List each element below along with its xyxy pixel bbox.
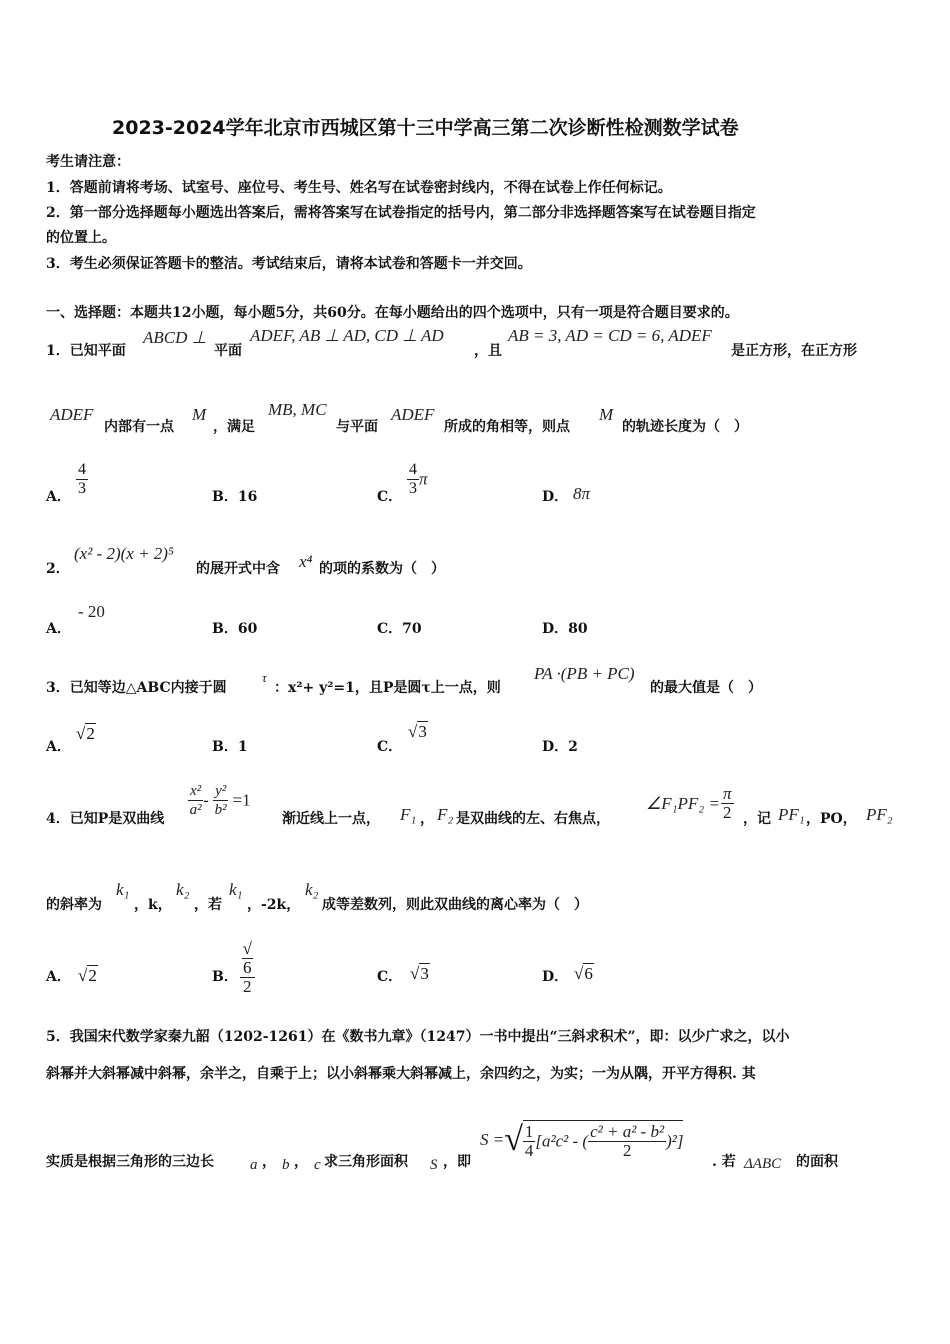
q4-option-a-label: A． [46, 969, 71, 985]
q3-option-a-label: A． [46, 739, 71, 755]
q3-option-a-value: √2 [76, 724, 95, 743]
q4-f2: F₂ [437, 805, 454, 824]
q4-angle-value: $\frac{\pi}{2}$ [723, 784, 732, 822]
q4-text-2: 渐近线上一点， [282, 811, 380, 827]
q1-math-1: ABCD ⊥ [143, 328, 207, 347]
q1-option-d-value: 8π [573, 484, 591, 503]
q4-text-3: ， [420, 811, 434, 827]
q1-math-7: ADEF [391, 405, 435, 424]
q1-text-9: 的轨迹长度为（ ） [622, 419, 748, 435]
q5-formula: S =√ $\frac{1}{4}$ [a²c² - ( $\frac{\text{c² + a² - b²}}{2}$ )²] [480, 1121, 684, 1160]
notice-item-3: 3．考生必须保证答题卡的整洁。考试结束后，请将本试卷和答题卡一并交回。 [46, 256, 532, 272]
page-title: 2023-2024学年北京市西城区第十三中学高三第二次诊断性检测数学试卷 [112, 117, 739, 139]
q4-text-10: ，-2k， [247, 897, 301, 913]
q1-math-8: M [599, 405, 614, 424]
q2-text-1: 的展开式中含 [196, 561, 280, 577]
q5-text-3: ， [294, 1154, 308, 1170]
q1-math-3: AB = 3, AD = CD = 6, ADEF [508, 326, 712, 345]
q4-k2-b: k₂ [305, 880, 319, 899]
q4-option-c-value: √3 [410, 964, 429, 983]
q1-text-6: ，满足 [213, 419, 255, 435]
q4-option-b-label: B． [212, 969, 238, 985]
q3-tau: τ [262, 670, 267, 685]
q4-text-1: 4．已知P是双曲线 [46, 811, 165, 827]
q4-option-a-value: √2 [78, 966, 97, 985]
q5-text-7: 的面积 [796, 1154, 838, 1170]
q4-angle: ∠F₁PF₂ = [646, 794, 720, 813]
q1-option-c-value: $\frac{4}{3}$ π [409, 461, 428, 497]
q1-math-6: MB, MC [268, 400, 327, 419]
q4-text-9: ，若 [194, 897, 222, 913]
q1-option-c-label: C． [377, 489, 403, 505]
q5-text-2: ， [262, 1154, 276, 1170]
notice-heading: 考生请注意： [46, 154, 130, 170]
q2-number: 2． [46, 561, 70, 577]
q4-option-c-label: C． [377, 969, 403, 985]
q2-option-a-value: - 20 [78, 602, 105, 621]
q4-pf2: PF₂ [866, 805, 893, 824]
q4-option-d-value: √6 [574, 964, 593, 983]
q5-side-c: c [314, 1157, 321, 1173]
notice-item-2: 2．第一部分选择题每小题选出答案后，需将答案写在试卷指定的括号内，第二部分非选择题答案写在试卷题目指定 [46, 205, 756, 221]
q5-area-s: S [430, 1157, 438, 1173]
q4-option-d-label: D． [542, 969, 569, 985]
q1-math-5: M [192, 405, 207, 424]
q1-text-7: 与平面 [336, 419, 378, 435]
q5-line-2: 斜幂并大斜幂减中斜幂，余半之，自乘于上；以小斜幂乘大斜幂减上，余四约之，为实；一为从隅，开平方得积. 其 [46, 1066, 756, 1082]
q4-f1: F₁ [400, 805, 417, 824]
q2-term: x⁴ [299, 552, 313, 571]
q3-option-b: B．1 [212, 739, 248, 755]
q1-option-d-label: D． [542, 489, 569, 505]
q3-option-c-value: √3 [408, 722, 427, 741]
q1-math-4: ADEF [50, 405, 94, 424]
q4-text-5: ，记 [743, 811, 771, 827]
q5-text-1: 实质是根据三角形的三边长 [46, 1154, 214, 1170]
q4-hyperbola-equation: $\frac{\text{x²}}{\text{a²}}$ - $\frac{\text{y²}}{\text{b²}}$ =1 [189, 783, 251, 818]
q5-side-a: a [250, 1157, 258, 1173]
q1-option-b: B．16 [212, 489, 258, 505]
q3-text-1: 3．已知等边△ABC内接于圆 [46, 680, 227, 696]
q5-side-b: b [282, 1157, 290, 1173]
q4-text-8: ，k， [134, 897, 172, 913]
q5-text-4: 求三角形面积 [324, 1154, 408, 1170]
q5-text-5: ，即 [443, 1154, 471, 1170]
q2-text-2: 的项的系数为（ ） [319, 561, 445, 577]
q2-option-c: C．70 [377, 621, 422, 637]
q4-text-4: 是双曲线的左、右焦点， [456, 811, 610, 827]
q1-math-2: ADEF, AB ⊥ AD, CD ⊥ AD [250, 326, 444, 345]
q1-text-8: 所成的角相等，则点 [444, 419, 570, 435]
q5-text-6: . 若 [712, 1154, 736, 1170]
q5-line-1: 5．我国宋代数学家秦九韶（1202-1261）在《数书九章》（1247）一书中提出“三斜求积术”，即：以少广求之，以小 [46, 1029, 790, 1045]
q4-k2: k₂ [176, 880, 190, 899]
q3-option-c-label: C． [377, 739, 403, 755]
notice-item-2-cont: 的位置上。 [46, 230, 116, 246]
q3-text-2: ：x²+ y²=1，且P是圆τ上一点，则 [274, 680, 501, 696]
q3-option-d: D．2 [542, 739, 578, 755]
q1-text-4: 是正方形，在正方形 [731, 343, 857, 359]
q2-option-b: B．60 [212, 621, 258, 637]
q1-text-5: 内部有一点 [104, 419, 174, 435]
q4-option-b-value: √ 6 2 [240, 940, 255, 996]
q4-pf1: PF₁ [778, 805, 805, 824]
q4-text-7: 的斜率为 [46, 897, 102, 913]
q4-text-6: ，PO， [806, 811, 857, 827]
q3-text-3: 的最大值是（ ） [650, 680, 762, 696]
q5-triangle: ΔABC [744, 1156, 782, 1172]
notice-item-1: 1．答题前请将考场、试室号、座位号、考生号、姓名写在试卷密封线内，不得在试卷上作任何标记。 [46, 180, 672, 196]
q2-expression: (x² - 2)(x + 2)⁵ [74, 544, 174, 563]
q1-option-a-label: A． [46, 489, 71, 505]
q4-text-11: 成等差数列，则此双曲线的离心率为（ ） [322, 897, 588, 913]
section-heading: 一、选择题：本题共12小题，每小题5分，共60分。在每小题给出的四个选项中，只有一项是符合题目要求的。 [46, 305, 739, 321]
q1-text-2: 平面 [214, 343, 242, 359]
q2-option-d: D．80 [542, 621, 588, 637]
q4-k1: k₁ [116, 880, 130, 899]
q1-option-a-value: $\frac{4}{3}$ [78, 461, 86, 497]
q4-k1-b: k₁ [229, 880, 243, 899]
q1-text-3: ，且 [474, 343, 502, 359]
q3-expression: PA ·(PB + PC) [534, 664, 635, 683]
q2-option-a-label: A． [46, 621, 71, 637]
q1-text-1: 1．已知平面 [46, 343, 126, 359]
